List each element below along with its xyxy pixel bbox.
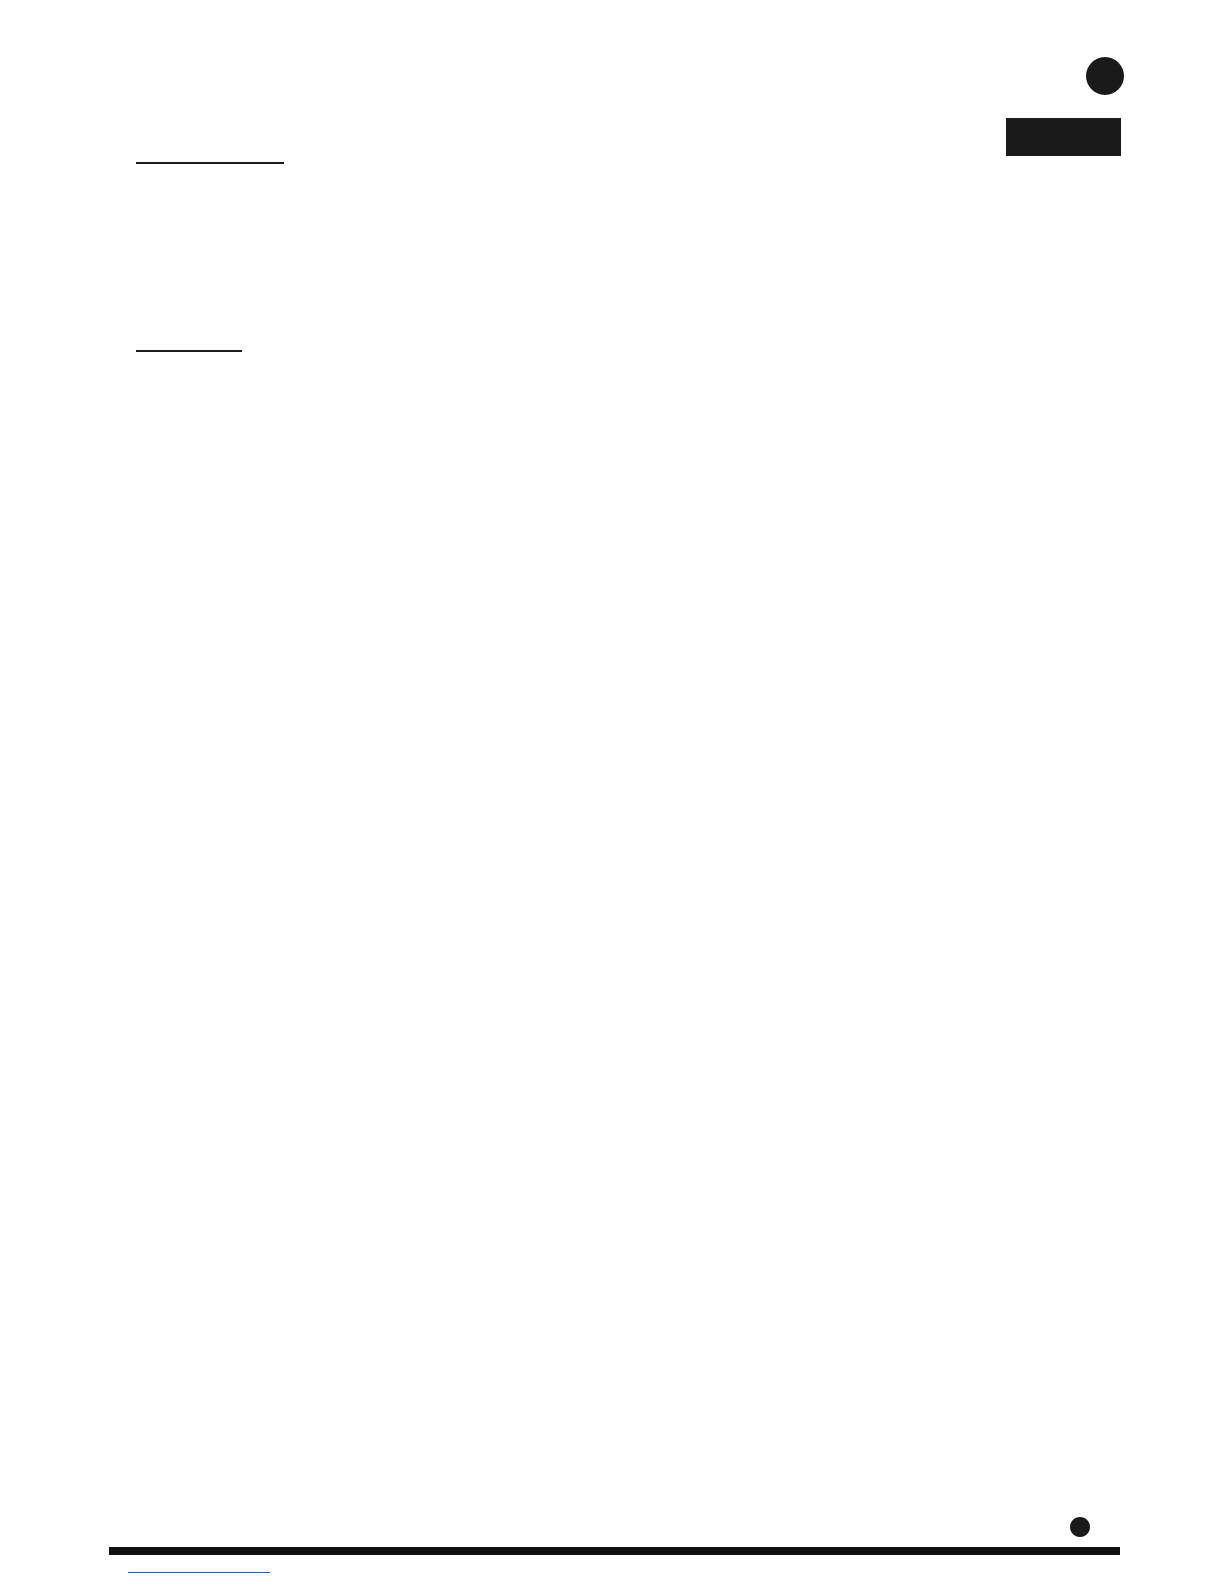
- footer-circle-icon: [1070, 1517, 1090, 1537]
- config-tables-area: [0, 0, 1225, 520]
- footer-logo: [1005, 1515, 1093, 1539]
- footer-link-underline[interactable]: [128, 1572, 270, 1573]
- wiring-diagram-1: [140, 730, 1140, 1005]
- footer-bar: [109, 1547, 1120, 1555]
- wiring-diagram-2: [140, 1160, 1140, 1435]
